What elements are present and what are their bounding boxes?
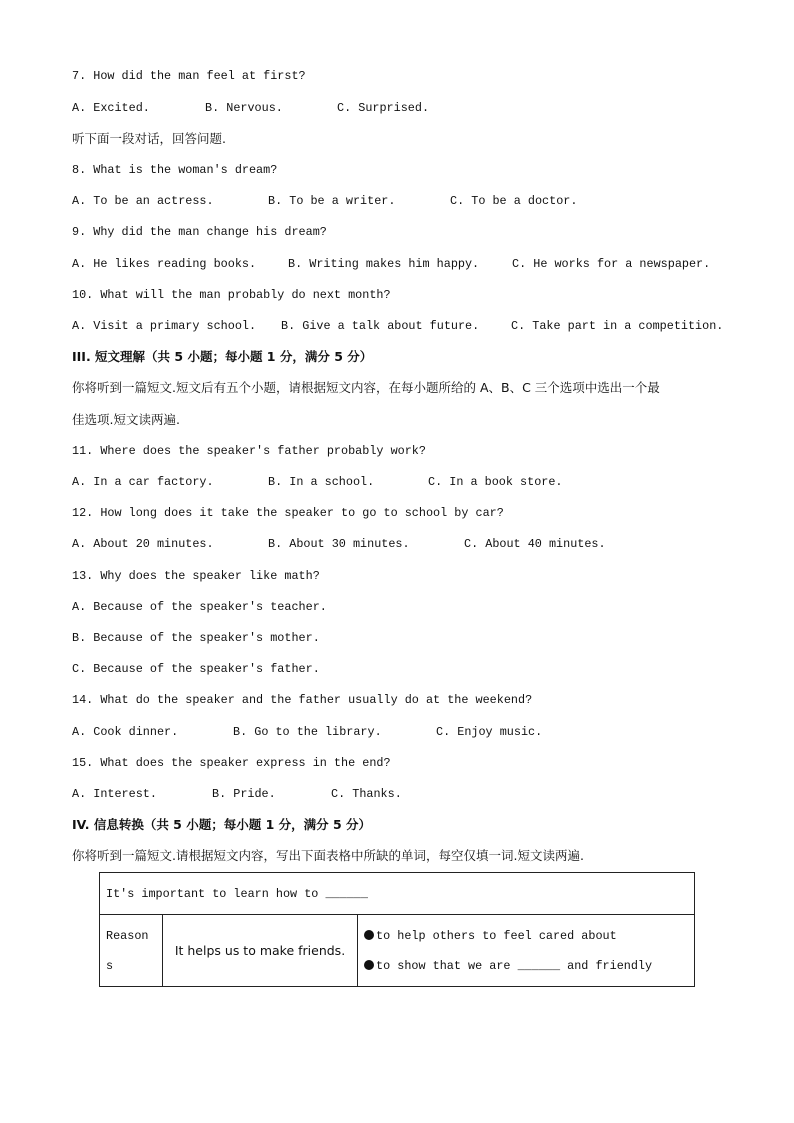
q15-option-b: B. Pride. — [212, 787, 276, 801]
section-3-instruction-line-1: 你将听到一篇短文.短文后有五个小题，请根据短文内容，在每小题所给的 A、B、C 三个选项中选出一个最 — [72, 380, 660, 395]
q11-option-c: C. In a book store. — [428, 475, 563, 489]
section-4-heading: IV. 信息转换（共 5 小题；每小题 1 分，满分 5 分） — [72, 817, 372, 832]
q10-option-b: B. Give a talk about future. — [281, 319, 480, 333]
table-bullet-2-text: to show that we are ______ and friendly — [376, 958, 653, 973]
table-middle-cell — [163, 915, 358, 987]
table-bullets-cell — [358, 915, 695, 987]
table-reason-line-1: Reason — [106, 928, 149, 943]
q14-option-a: A. Cook dinner. — [72, 725, 179, 739]
question-10: 10. What will the man probably do next month? — [72, 288, 391, 302]
question-14: 14. What do the speaker and the father usually do at the weekend? — [72, 693, 533, 707]
table-header-text: It's important to learn how to ______ — [106, 886, 368, 901]
q13-option-b: B. Because of the speaker's mother. — [72, 631, 320, 645]
q15-option-c: C. Thanks. — [331, 787, 402, 801]
question-8: 8. What is the woman's dream? — [72, 163, 278, 177]
table-bullet-1-text: to help others to feel cared about — [376, 928, 617, 943]
q11-option-b: B. In a school. — [268, 475, 375, 489]
table-header-cell — [100, 873, 695, 915]
q12-option-a: A. About 20 minutes. — [72, 537, 214, 551]
q9-option-b: B. Writing makes him happy. — [288, 257, 480, 271]
table-reason-line-2: s — [106, 958, 114, 973]
q13-option-a: A. Because of the speaker's teacher. — [72, 600, 327, 614]
info-table — [99, 872, 695, 987]
q14-option-c: C. Enjoy music. — [436, 725, 543, 739]
section-3-instruction-line-2: 佳选项.短文读两遍. — [72, 412, 180, 427]
q7-option-c: C. Surprised. — [337, 101, 430, 115]
table-middle-text: It helps us to make friends. — [174, 943, 346, 958]
question-11: 11. Where does the speaker's father probably work? — [72, 444, 426, 458]
q14-option-b: B. Go to the library. — [233, 725, 382, 739]
q15-option-a: A. Interest. — [72, 787, 157, 801]
q7-option-b: B. Nervous. — [205, 101, 283, 115]
q11-option-a: A. In a car factory. — [72, 475, 214, 489]
bullet-dot-icon — [364, 960, 374, 970]
question-7: 7. How did the man feel at first? — [72, 69, 306, 83]
bullet-dot-icon — [364, 930, 374, 940]
section-3-heading: III. 短文理解（共 5 小题；每小题 1 分，满分 5 分） — [72, 349, 373, 364]
q8-option-b: B. To be a writer. — [268, 194, 396, 208]
q8-option-a: A. To be an actress. — [72, 194, 214, 208]
table-reason-cell — [100, 915, 163, 987]
table-bullet-2 — [364, 951, 688, 981]
dialogue-instruction: 听下面一段对话，回答问题. — [72, 131, 226, 146]
q12-option-c: C. About 40 minutes. — [464, 537, 606, 551]
question-15: 15. What does the speaker express in the end? — [72, 756, 391, 770]
question-9: 9. Why did the man change his dream? — [72, 225, 327, 239]
q7-option-a: A. Excited. — [72, 101, 150, 115]
question-12: 12. How long does it take the speaker to go to school by car? — [72, 506, 504, 520]
q9-option-c: C. He works for a newspaper. — [512, 257, 711, 271]
q13-option-c: C. Because of the speaker's father. — [72, 662, 320, 676]
q8-option-c: C. To be a doctor. — [450, 194, 578, 208]
section-4-instruction: 你将听到一篇短文.请根据短文内容，写出下面表格中所缺的单词，每空仅填一词.短文读两遍. — [72, 848, 584, 863]
table-bullet-1 — [364, 921, 688, 951]
q10-option-a: A. Visit a primary school. — [72, 319, 257, 333]
q9-option-a: A. He likes reading books. — [72, 257, 257, 271]
q12-option-b: B. About 30 minutes. — [268, 537, 410, 551]
q10-option-c: C. Take part in a competition. — [511, 319, 724, 333]
question-13: 13. Why does the speaker like math? — [72, 569, 320, 583]
